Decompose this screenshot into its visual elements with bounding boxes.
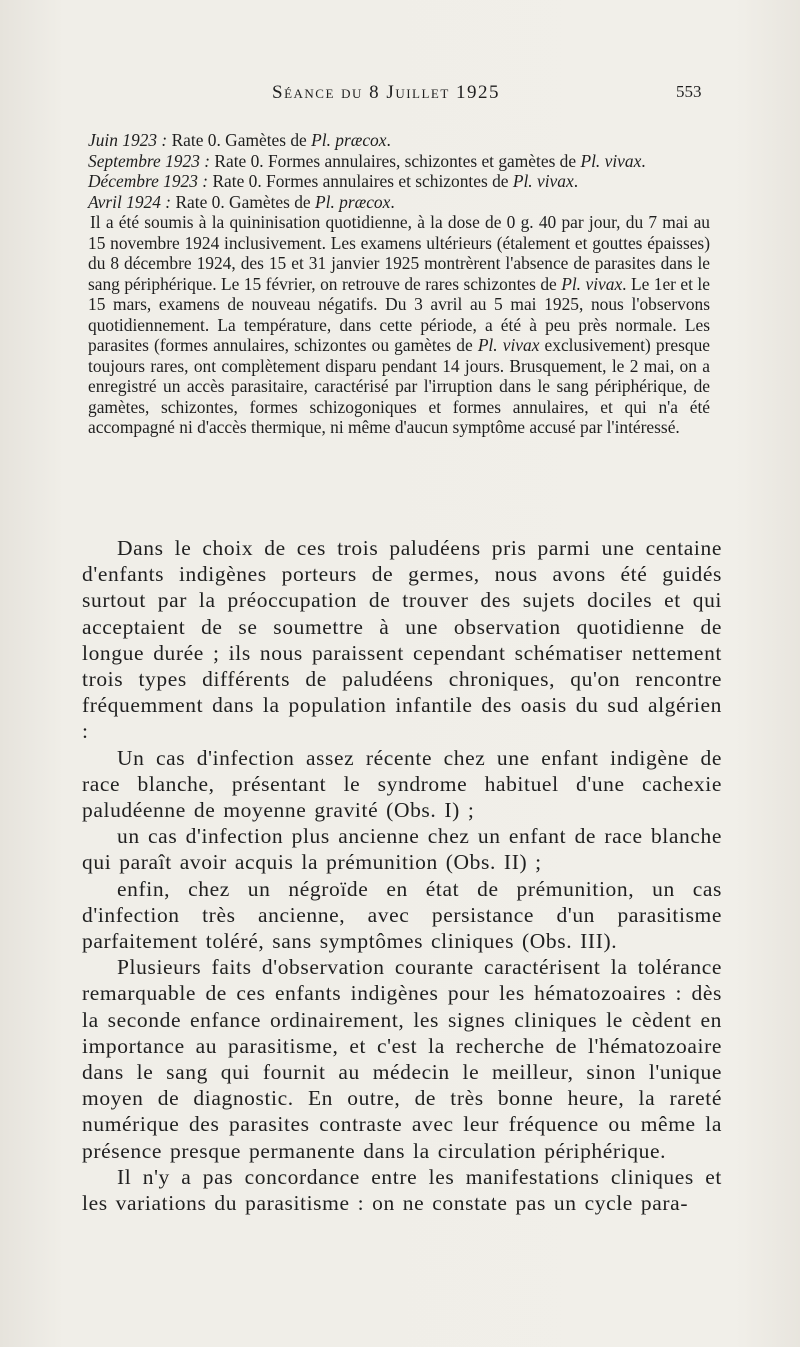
- observation-text: . Le 1er et le 15 mars, examens de nouveau négatifs. Du 3 avril au 5 mai 1925, nous l'observons quotidiennement. La température, dans cette période, a été à peu près normale. Les parasites (formes annulaires, schizontes ou gamètes de: [88, 273, 710, 355]
- entry-species: Pl. præcox: [315, 191, 391, 212]
- observation-entry: [88, 192, 710, 213]
- entry-date: Septembre 1923 :: [88, 150, 211, 171]
- observation-text: Il a été soumis à la quininisation quotidienne, à la dose de 0 g. 40 par jour, du 7 mai au 15 novembre 1924 inclusivement. Les examens ultérieurs (étalement et gouttes épaisses) du 8 décembre 1924, des 15 et 31 janvier 1925 montrèrent l'absence de parasites dans le sang périphérique. Le 15 février, on retrouve de rares schizontes de: [88, 212, 710, 294]
- main-text: [82, 535, 722, 1216]
- entry-text: Rate 0. Gamètes de: [167, 130, 312, 150]
- body-paragraph: Plusieurs faits d'observation courante caractérisent la tolérance remarquable de ces enfants indigènes pour les hématozoaires : dès la seconde enfance ordinairement, les signes cliniques le cèdent en importance au parasitisme, et c'est la recherche de l'hématozoaire dans le sang qui fournit au médecin le meilleur, sinon l'unique moyen de diagnostic. En outre, de très bonne heure, la rareté numérique des parasites contraste avec leur fréquence ou même la présence presque permanente dans la circulation périphérique.: [82, 955, 722, 1163]
- body-paragraph: un cas d'infection plus ancienne chez un enfant de race blanche qui paraît avoir acquis la prémunition (Obs. II) ;: [82, 824, 722, 875]
- page-number: 553: [676, 82, 702, 101]
- body-paragraph: Un cas d'infection assez récente chez une enfant indigène de race blanche, présentant le syndrome habituel d'une cachexie paludéenne de moyenne gravité (Obs. I) ;: [82, 745, 722, 823]
- entry-text: Rate 0. Gamètes de: [171, 191, 315, 212]
- entry-end: .: [390, 191, 395, 212]
- observation-entry: [88, 151, 710, 172]
- observation-species: Pl. vivax: [561, 273, 623, 294]
- entry-species: Pl. præcox: [311, 130, 387, 150]
- body-paragraph: Il n'y a pas concordance entre les manifestations cliniques et les variations du parasitisme : on ne constate pas un cycle para-: [82, 1164, 722, 1216]
- entry-end: .: [386, 130, 391, 150]
- entry-date: Décembre 1923 :: [88, 171, 209, 191]
- body-paragraph: Dans le choix de ces trois paludéens pris parmi une centaine d'enfants indigènes porteurs de germes, nous avons été guidés surtout par la préoccupation de trouver des sujets dociles et qui acceptaient de se soumettre à une observation quotidienne de longue durée ; ils nous paraissent cependant schématiser nettement trois types différents de paludéens chroniques, qu'on rencontre fréquemment dans la population infantile des oasis du sud algérien :: [82, 536, 722, 744]
- entry-text: Rate 0. Formes annulaires et schizontes de: [208, 171, 513, 191]
- entry-date: Avril 1924 :: [88, 191, 172, 212]
- entry-species: Pl. vivax: [512, 171, 574, 191]
- observation-entry: [88, 130, 710, 151]
- entry-end: .: [573, 171, 579, 191]
- observation-entry: [88, 171, 710, 192]
- observation-species: Pl. vivax: [477, 335, 540, 355]
- entry-text: Rate 0. Formes annulaires, schizontes et gamètes de: [210, 150, 581, 171]
- observation-text: exclusivement) presque toujours rares, ont complètement disparu pendant 14 jours. Brusquement, le 2 mai, on a enregistré un accès parasitaire, caractérisé par l'irruption dans le sang périphérique, de gamètes, schizontes, formes schizogoniques et formes annulaires, et qui n'a été accompagné ni d'accès thermique, ni même d'aucun symptôme accusé par l'intéressé.: [88, 335, 710, 437]
- observation-paragraph: [88, 212, 710, 438]
- entry-date: Juin 1923 :: [88, 130, 168, 150]
- entry-species: Pl. vivax: [580, 150, 642, 171]
- entry-end: .: [641, 150, 646, 171]
- running-title: Séance du 8 Juillet 1925: [272, 82, 501, 103]
- body-paragraph: enfin, chez un négroïde en état de prémunition, un cas d'infection très ancienne, avec persistance d'un parasitisme parfaitement toléré, sans symptômes cliniques (Obs. III).: [82, 876, 722, 954]
- running-head: [0, 82, 800, 112]
- observation-block: [88, 130, 710, 438]
